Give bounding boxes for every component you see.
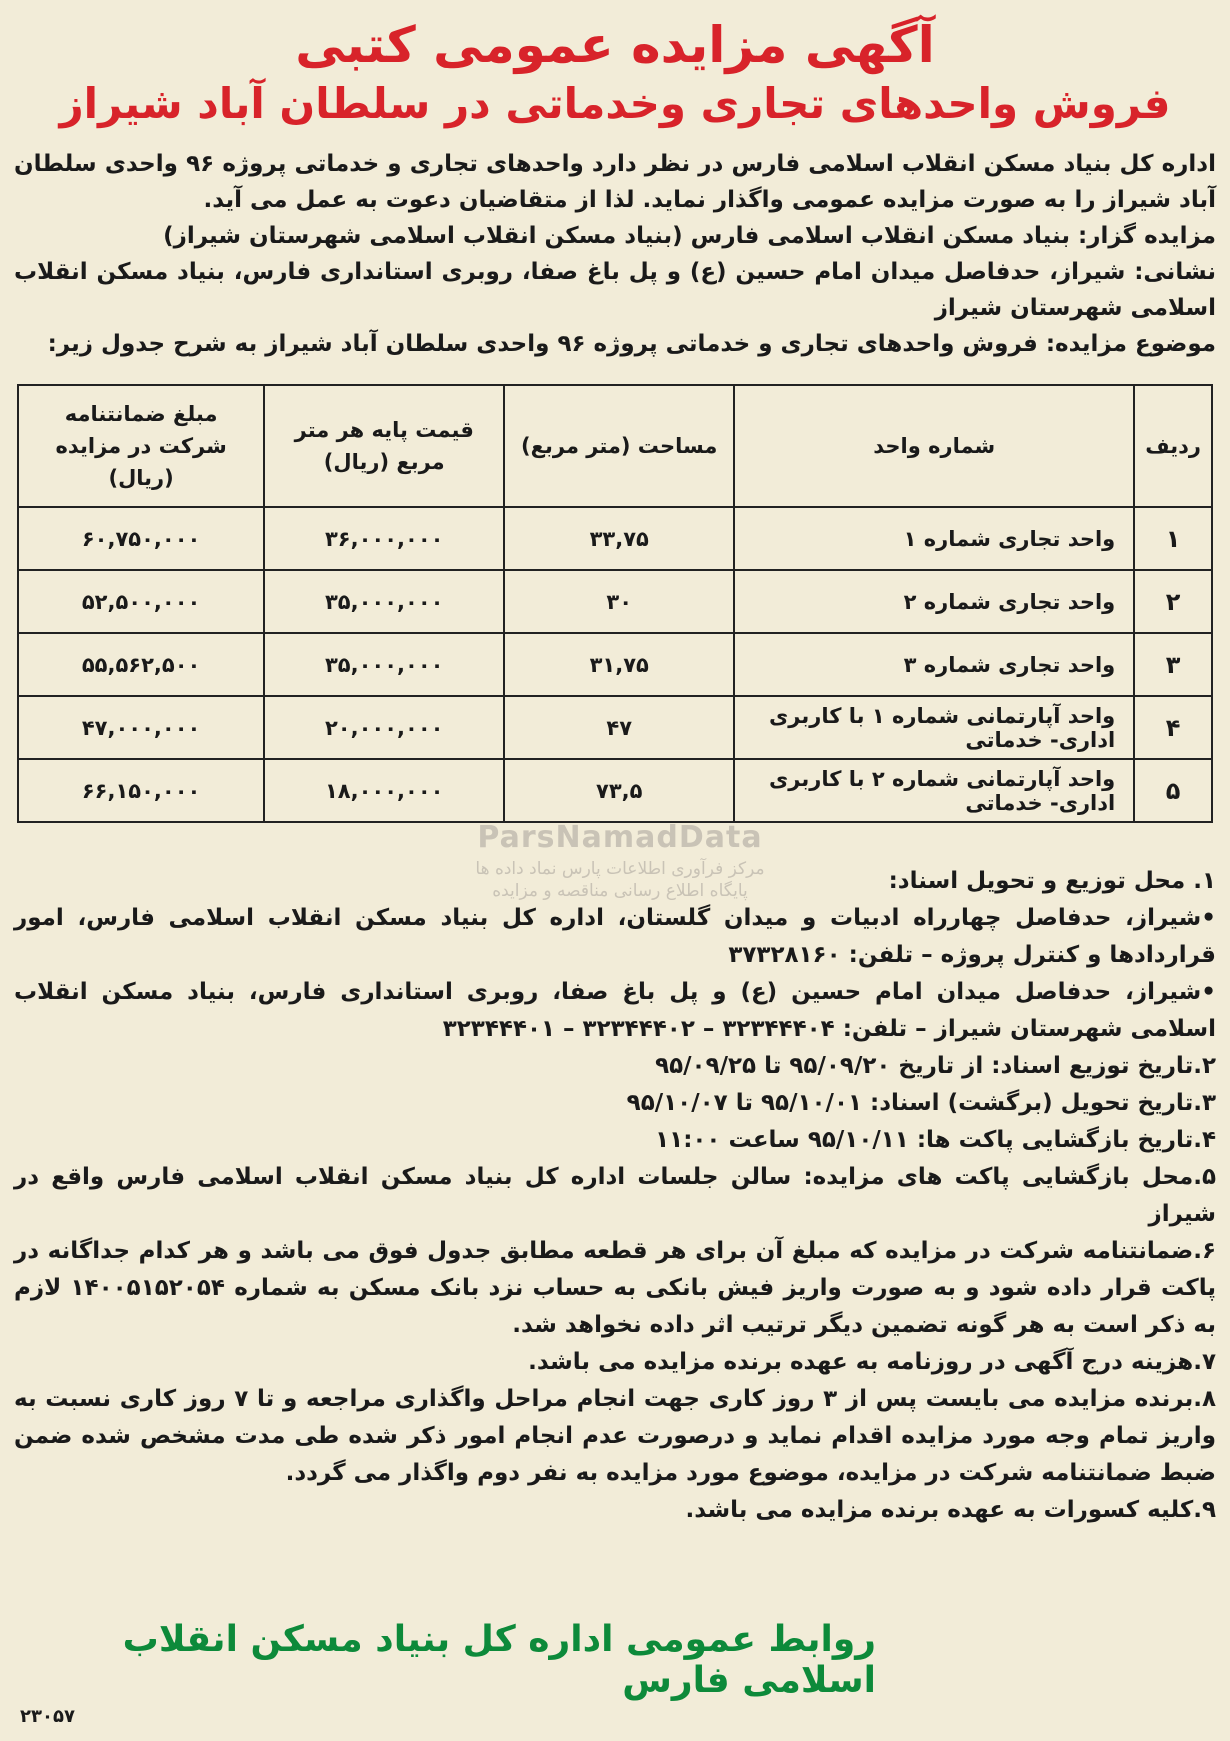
watermark-brand: ParsNamadData bbox=[477, 820, 763, 855]
notice-code: ۲۳۰۵۷ bbox=[20, 1706, 75, 1727]
unit-name: واحد تجاری شماره ۲ bbox=[734, 570, 1134, 633]
intro-section bbox=[14, 146, 1216, 362]
unit-guarantee: ۶۰,۷۵۰,۰۰۰ bbox=[18, 507, 264, 570]
unit-name: واحد آپارتمانی شماره ۲ با کاربری اداری- خدماتی bbox=[734, 759, 1134, 822]
table-row bbox=[18, 570, 1212, 633]
unit-guarantee: ۵۲,۵۰۰,۰۰۰ bbox=[18, 570, 264, 633]
row-number: ۴ bbox=[1134, 696, 1212, 759]
term-item: ۷.هزینه درج آگهی در روزنامه به عهده برنده مزایده می باشد. bbox=[528, 1349, 1216, 1375]
unit-guarantee: ۶۶,۱۵۰,۰۰۰ bbox=[18, 759, 264, 822]
term-item: ۹.کلیه کسورات به عهده برنده مزایده می باشد. bbox=[685, 1497, 1216, 1523]
term-item: ۵.محل بازگشایی پاکت های مزایده: سالن جلسات اداره کل بنیاد مسکن انقلاب اسلامی فارس واقع در شیراز bbox=[14, 1164, 1216, 1227]
auctioneer-line: مزایده گزار: بنیاد مسکن انقلاب اسلامی فارس (بنیاد مسکن انقلاب اسلامی شهرستان شیراز) bbox=[163, 223, 1216, 249]
header-unit-number: شماره واحد bbox=[734, 385, 1134, 507]
unit-base-price: ۳۵,۰۰۰,۰۰۰ bbox=[264, 633, 504, 696]
unit-base-price: ۳۶,۰۰۰,۰۰۰ bbox=[264, 507, 504, 570]
term-item: •شیراز، حدفاصل چهارراه ادبیات و میدان گلستان، اداره کل بنیاد مسکن انقلاب اسلامی فارس، امور قراردادها و کنترل پروژه – تلفن: ۳۷۳۲۸۱۶۰ bbox=[14, 905, 1216, 968]
term-item: ۴.تاریخ بازگشایی پاکت ها: ۹۵/۱۰/۱۱ ساعت ۱۱:۰۰ bbox=[655, 1127, 1216, 1153]
watermark-tagline-2: پایگاه اطلاع رسانی مناقصه و مزایده bbox=[492, 881, 748, 901]
notice-subtitle: فروش واحدهای تجاری وخدماتی در سلطان آباد شیراز bbox=[59, 79, 1171, 128]
header-base-price: قیمت پایه هر متر مربع (ریال) bbox=[264, 385, 504, 507]
term-item: ۶.ضمانتنامه شرکت در مزایده که مبلغ آن برای هر قطعه مطابق جدول فوق می باشد و هر کدام جداگانه در پاکت قرار داده شود و به صورت واریز فیش بانکی به حساب نزد بانک مسکن به شماره ۱۴۰۰۵۱۵۲۰۵۴ لازم به ذکر است به هر گونه تضمین دیگر ترتیب اثر داده نخواهد شد. bbox=[14, 1238, 1217, 1338]
unit-name: واحد آپارتمانی شماره ۱ با کاربری اداری- خدماتی bbox=[734, 696, 1134, 759]
unit-guarantee: ۵۵,۵۶۲,۵۰۰ bbox=[18, 633, 264, 696]
term-item: •شیراز، حدفاصل میدان امام حسین (ع) و پل باغ صفا، روبری استانداری فارس، بنیاد مسکن انقلاب اسلامی شهرستان شیراز – تلفن: ۳۲۳۴۴۴۰۴ – ۳۲۳۴۴۴۰۲ – ۳۲۳۴۴۴۰۱ bbox=[14, 979, 1216, 1042]
table-row bbox=[18, 633, 1212, 696]
unit-guarantee: ۴۷,۰۰۰,۰۰۰ bbox=[18, 696, 264, 759]
footer-signature: روابط عمومی اداره کل بنیاد مسکن انقلاب اسلامی فارس bbox=[122, 1619, 876, 1701]
header-guarantee: مبلغ ضمانتنامه شرکت در مزایده (ریال) bbox=[18, 385, 264, 507]
term-item: ۱. محل توزیع و تحویل اسناد: bbox=[888, 868, 1216, 894]
unit-area: ۳۰ bbox=[504, 570, 734, 633]
unit-area: ۴۷ bbox=[504, 696, 734, 759]
term-item: ۲.تاریخ توزیع اسناد: از تاریخ ۹۵/۰۹/۲۰ تا ۹۵/۰۹/۲۵ bbox=[655, 1053, 1216, 1079]
address-line: نشانی: شیراز، حدفاصل میدان امام حسین (ع) و پل باغ صفا، روبری استانداری فارس، بنیاد مسکن انقلاب اسلامی شهرستان شیراز bbox=[14, 259, 1216, 321]
unit-area: ۷۳,۵ bbox=[504, 759, 734, 822]
watermark-tagline: مرکز فرآوری اطلاعات پارس نماد داده ها bbox=[475, 859, 765, 879]
table-row bbox=[18, 759, 1212, 822]
unit-area: ۳۱,۷۵ bbox=[504, 633, 734, 696]
row-number: ۵ bbox=[1134, 759, 1212, 822]
header-area: مساحت (متر مربع) bbox=[504, 385, 734, 507]
unit-base-price: ۲۰,۰۰۰,۰۰۰ bbox=[264, 696, 504, 759]
unit-name: واحد تجاری شماره ۳ bbox=[734, 633, 1134, 696]
unit-area: ۳۳,۷۵ bbox=[504, 507, 734, 570]
row-number: ۱ bbox=[1134, 507, 1212, 570]
units-table bbox=[17, 384, 1213, 823]
term-item: ۳.تاریخ تحویل (برگشت) اسناد: ۹۵/۱۰/۰۱ تا ۹۵/۱۰/۰۷ bbox=[626, 1090, 1216, 1116]
table-row bbox=[18, 696, 1212, 759]
terms-section bbox=[14, 863, 1216, 1529]
unit-name: واحد تجاری شماره ۱ bbox=[734, 507, 1134, 570]
term-item: ۸.برنده مزایده می بایست پس از ۳ روز کاری جهت انجام مراحل واگذاری مراجعه و تا ۷ روز کاری نسبت به واریز تمام وجه مورد مزایده اقدام نماید و درصورت عدم انجام امور ذکر شده طی مدت مشخص شده ضمن ضبط ضمانتنامه شرکت در مزایده، موضوع مورد مزایده به نفر دوم واگذار می گردد. bbox=[14, 1386, 1216, 1486]
row-number: ۳ bbox=[1134, 633, 1212, 696]
unit-base-price: ۳۵,۰۰۰,۰۰۰ bbox=[264, 570, 504, 633]
table-row bbox=[18, 507, 1212, 570]
unit-base-price: ۱۸,۰۰۰,۰۰۰ bbox=[264, 759, 504, 822]
row-number: ۲ bbox=[1134, 570, 1212, 633]
subject-line: موضوع مزایده: فروش واحدهای تجاری و خدماتی پروژه ۹۶ واحدی سلطان آباد شیراز به شرح جدول زیر: bbox=[47, 331, 1216, 357]
notice-title: آگهی مزایده عمومی کتبی bbox=[295, 16, 935, 74]
intro-paragraph: اداره کل بنیاد مسکن انقلاب اسلامی فارس در نظر دارد واحدهای تجاری و خدماتی پروژه ۹۶ واحدی سلطان آباد شیراز را به صورت مزایده عمومی واگذار نماید. لذا از متقاضیان دعوت به عمل می آید. bbox=[14, 151, 1216, 213]
header-row-number: ردیف bbox=[1134, 385, 1212, 507]
table-header-row bbox=[18, 385, 1212, 507]
watermark bbox=[420, 820, 820, 901]
